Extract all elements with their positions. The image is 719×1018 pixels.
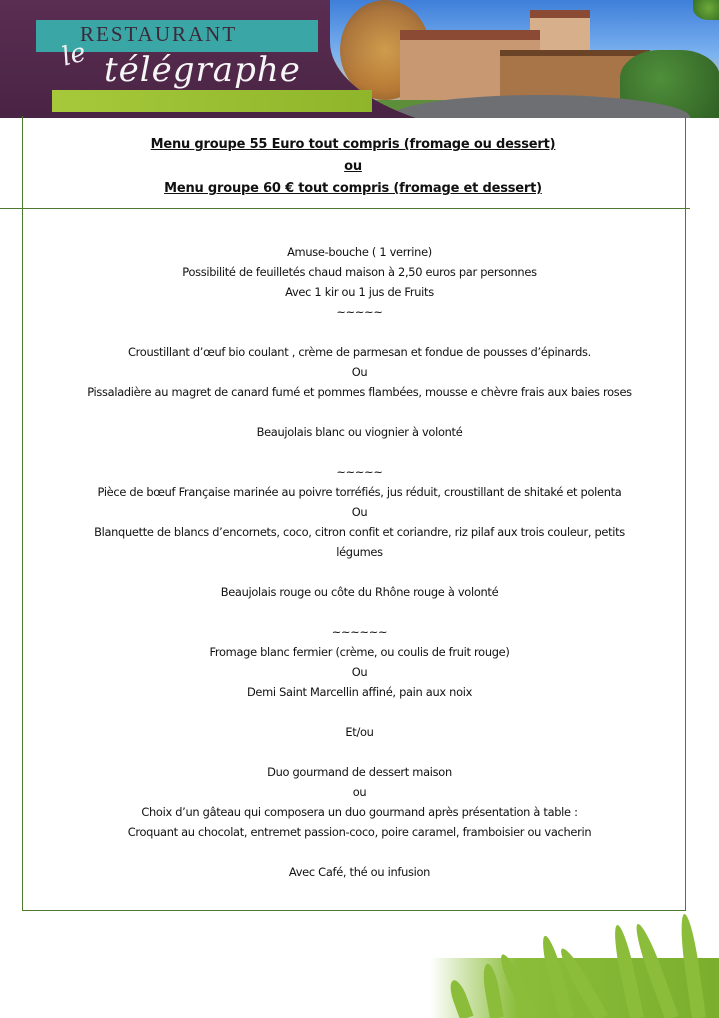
dessert-option-2: Choix d’un gâteau qui composera un duo gourmand après présentation à table : <box>141 805 578 819</box>
entree-or: Ou <box>351 365 368 379</box>
hot-drinks: Avec Café, thé ou infusion <box>288 865 431 879</box>
logo-restaurant-text: RESTAURANT <box>80 22 238 46</box>
title-divider <box>0 208 690 209</box>
plat-or: Ou <box>351 505 368 519</box>
title-menu-60: Menu groupe 60 € tout compris (fromage et dessert) <box>164 181 542 196</box>
grass-decoration <box>430 910 719 1018</box>
logo-lime-band <box>52 90 372 112</box>
fromage-option-2: Demi Saint Marcellin affiné, pain aux noix <box>246 685 473 699</box>
menu-title-block <box>22 134 684 200</box>
dessert-or: ou <box>352 785 367 799</box>
title-or: ou <box>344 159 362 174</box>
et-ou: Et/ou <box>345 725 374 739</box>
feuilletes-option: Possibilité de feuilletés chaud maison à 2,50 euros par personnes <box>182 265 537 279</box>
dessert-choices: Croquant au chocolat, entremet passion-coco, poire caramel, framboisier ou vacherin <box>127 825 592 839</box>
entree-option-2: Pissaladière au magret de canard fumé et pommes flambées, mousse e chèvre frais aux baies roses <box>87 385 632 399</box>
restaurant-photo <box>330 0 719 118</box>
plat-option-1: Pièce de bœuf Française marinée au poivre torréfiés, jus réduit, croustillant de shitaké et polenta <box>97 485 622 499</box>
wine-white: Beaujolais blanc ou viognier à volonté <box>256 425 463 439</box>
entree-option-1: Croustillant d’œuf bio coulant , crème de parmesan et fondue de pousses d’épinards. <box>128 345 591 359</box>
separator: ~~~~~ <box>336 305 383 319</box>
dessert-option-1: Duo gourmand de dessert maison <box>267 765 452 779</box>
menu-body <box>22 242 697 882</box>
fromage-or: Ou <box>351 665 368 679</box>
fromage-option-1: Fromage blanc fermier (crème, ou coulis de fruit rouge) <box>209 645 510 659</box>
separator: ~~~~~~ <box>331 625 388 639</box>
separator: ~~~~~ <box>336 465 383 479</box>
header-banner <box>0 0 719 118</box>
title-menu-55: Menu groupe 55 Euro tout compris (fromage ou dessert) <box>150 137 556 152</box>
logo-le-text: le <box>58 37 90 73</box>
aperitif: Avec 1 kir ou 1 jus de Fruits <box>285 285 434 299</box>
logo-name-text: télégraphe <box>104 50 301 90</box>
wine-red: Beaujolais rouge ou côte du Rhône rouge à volonté <box>220 585 499 599</box>
amuse-bouche: Amuse-bouche ( 1 verrine) <box>287 245 432 259</box>
plat-option-2: Blanquette de blancs d’encornets, coco, citron confit et coriandre, riz pilaf aux trois couleur, petits légumes <box>94 525 625 559</box>
